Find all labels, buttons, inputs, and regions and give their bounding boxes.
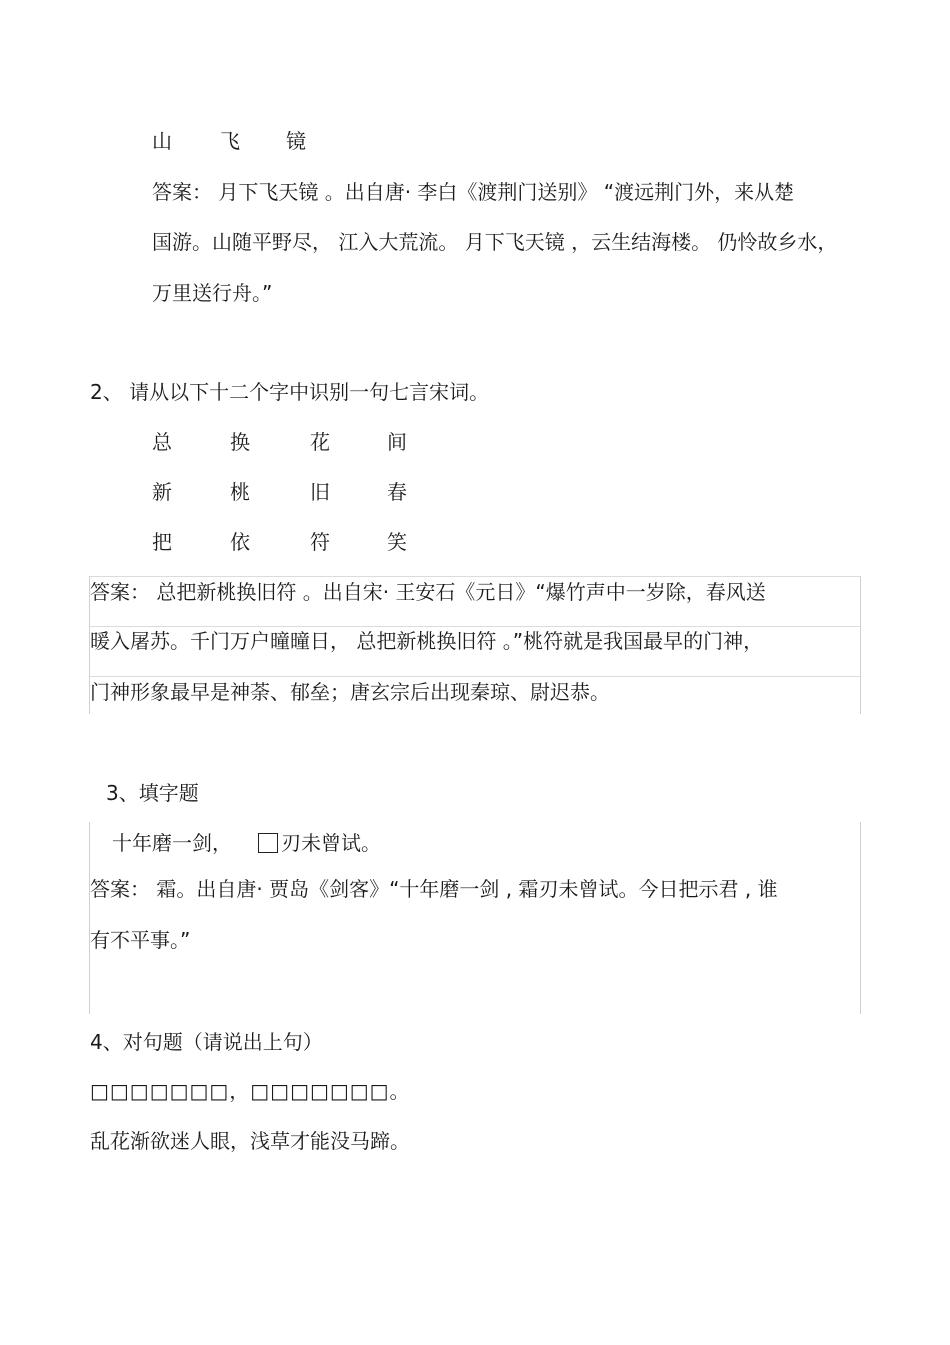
q2-char: 旧 xyxy=(310,480,330,504)
q3-title: 3、填字题 xyxy=(106,781,199,805)
q2-answer-line: 暖入屠苏。千门万户曈曈日， 总把新桃换旧符 。”桃符就是我国最早的门神， xyxy=(90,629,764,653)
q3-answer-line: 有不平事。” xyxy=(90,928,191,952)
q1-char: 山 xyxy=(152,129,172,153)
q2-char: 花 xyxy=(310,430,330,454)
q1-char: 飞 xyxy=(220,129,240,153)
q2-char: 把 xyxy=(152,530,172,554)
q2-char: 符 xyxy=(310,530,330,554)
q4-line: 乱花渐欲迷人眼，浅草才能没马蹄。 xyxy=(90,1129,410,1153)
q4-title: 4、对句题（请说出上句） xyxy=(90,1030,323,1054)
divider xyxy=(90,626,860,627)
q2-answer-line: 答案： 总把新桃换旧符 。出自宋· 王安石《元日》“爆竹声中一岁除，春风送 xyxy=(90,580,766,604)
q2-char: 间 xyxy=(387,430,407,454)
q2-title: 2、 请从以下十二个字中识别一句七言宋词。 xyxy=(90,380,490,404)
q2-answer-line: 门神形象最早是神荼、郁垒；唐玄宗后出现秦琼、尉迟恭。 xyxy=(90,680,610,704)
q3-prompt-before: 十年磨一剑， xyxy=(112,831,232,855)
blank-box[interactable] xyxy=(258,833,278,853)
divider xyxy=(90,676,860,677)
divider xyxy=(860,822,861,1014)
divider xyxy=(89,822,90,1014)
q3-prompt-after: 刃未曾试。 xyxy=(281,831,381,855)
q2-char: 笑 xyxy=(387,530,407,554)
q2-char: 换 xyxy=(230,430,250,454)
q2-char: 春 xyxy=(387,480,407,504)
q2-char: 依 xyxy=(230,530,250,554)
q2-char: 桃 xyxy=(230,480,250,504)
q3-answer-line: 答案： 霜。出自唐· 贾岛《剑客》“十年磨一剑 , 霜刃未曾试。今日把示君 , 谁 xyxy=(90,877,778,901)
q3-prompt xyxy=(112,830,381,856)
q1-answer-line: 国游。山随平野尽， 江入大荒流。 月下飞天镜 ，云生结海楼。 仍怜故乡水， xyxy=(152,230,838,254)
q2-char: 总 xyxy=(152,430,172,454)
divider xyxy=(90,576,860,577)
q1-char: 镜 xyxy=(286,129,306,153)
q1-answer-line: 万里送行舟。” xyxy=(152,281,273,305)
q4-blanks: □□□□□□□，□□□□□□□。 xyxy=(90,1079,411,1103)
q1-answer-line: 答案： 月下飞天镜 。出自唐· 李白《渡荆门送别》 “渡远荆门外，来从楚 xyxy=(152,180,795,204)
divider xyxy=(860,576,861,714)
q2-char: 新 xyxy=(152,480,172,504)
